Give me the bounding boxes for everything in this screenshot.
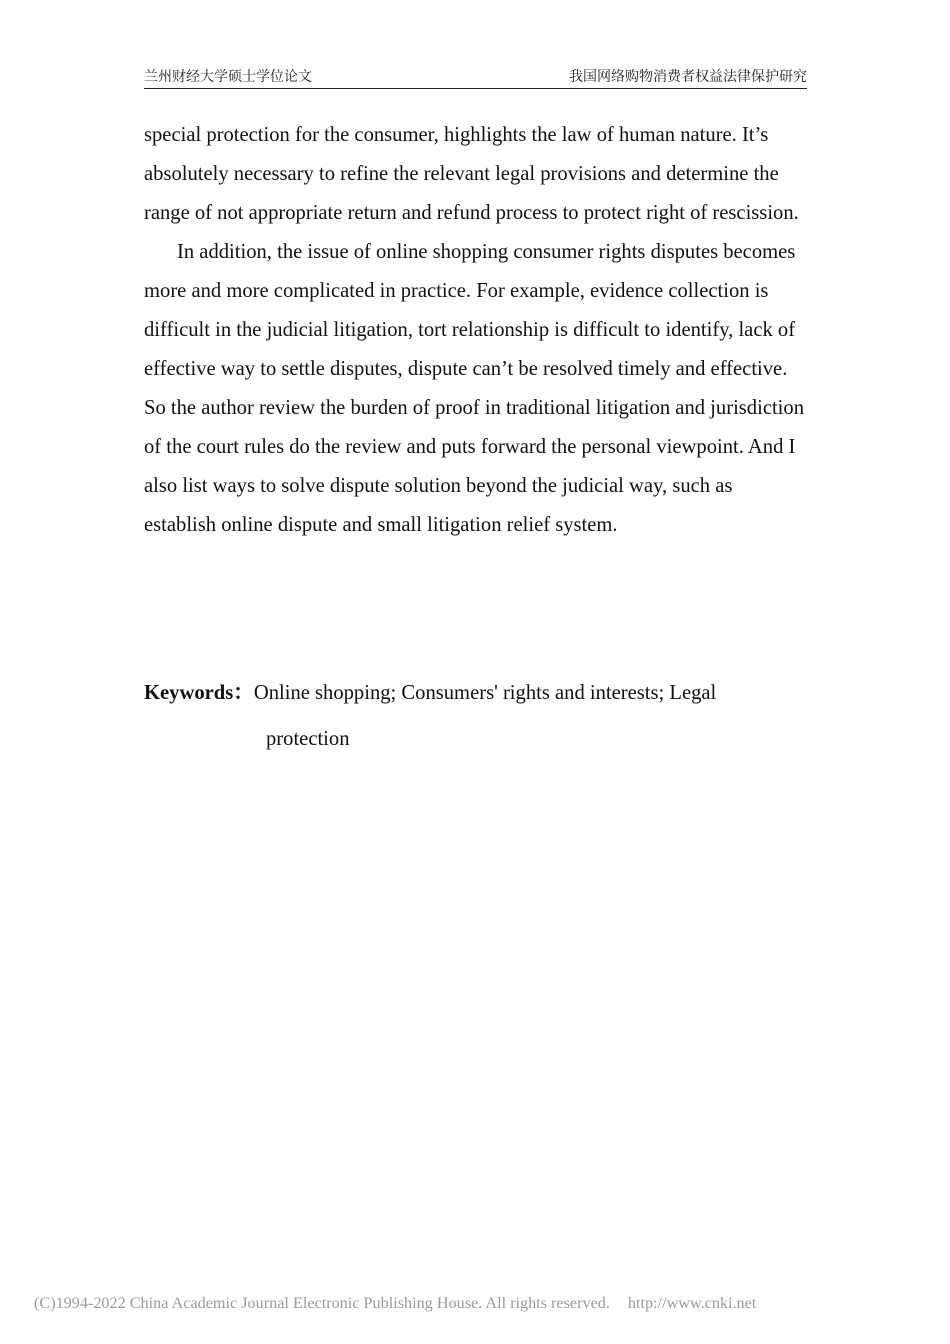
header-university-title: 兰州财经大学硕士学位论文 [144,70,312,85]
keywords-text-line2: protection [266,728,350,750]
abstract-body [144,116,807,545]
header-thesis-title: 我国网络购物消费者权益法律保护研究 [569,70,807,85]
keywords-label: Keywords： [144,682,254,704]
abstract-paragraph-1: special protection for the consumer, highlights the law of human nature. It’s absolutely necessary to refine the relevant legal provisions and determine the range of not appropriate return and refund process to protect right of rescission. [144,124,799,224]
running-header [144,64,807,89]
abstract-paragraph-2: In addition, the issue of online shopping consumer rights disputes becomes more and more complicated in practice. For example, evidence collection is difficult in the judicial litigation, tort relationship is difficult to identify, lack of effective way to settle disputes, dispute can’t be resolved timely and effective. So the author review the burden of proof in traditional litigation and jurisdiction of the court rules do the review and puts forward the personal viewpoint. And I also list ways to solve dispute solution beyond the judicial way, such as establish online dispute and small litigation relief system. [144,241,804,536]
keywords-text-line1: Online shopping; Consumers' rights and interests; Legal [253,682,717,704]
keywords-section [144,670,807,762]
copyright-notice: (C)1994-2022 China Academic Journal Electronic Publishing House. All rights reserved. [34,1294,610,1312]
cnki-url[interactable]: http://www.cnki.net [627,1294,757,1312]
copyright-footer [34,1294,756,1313]
